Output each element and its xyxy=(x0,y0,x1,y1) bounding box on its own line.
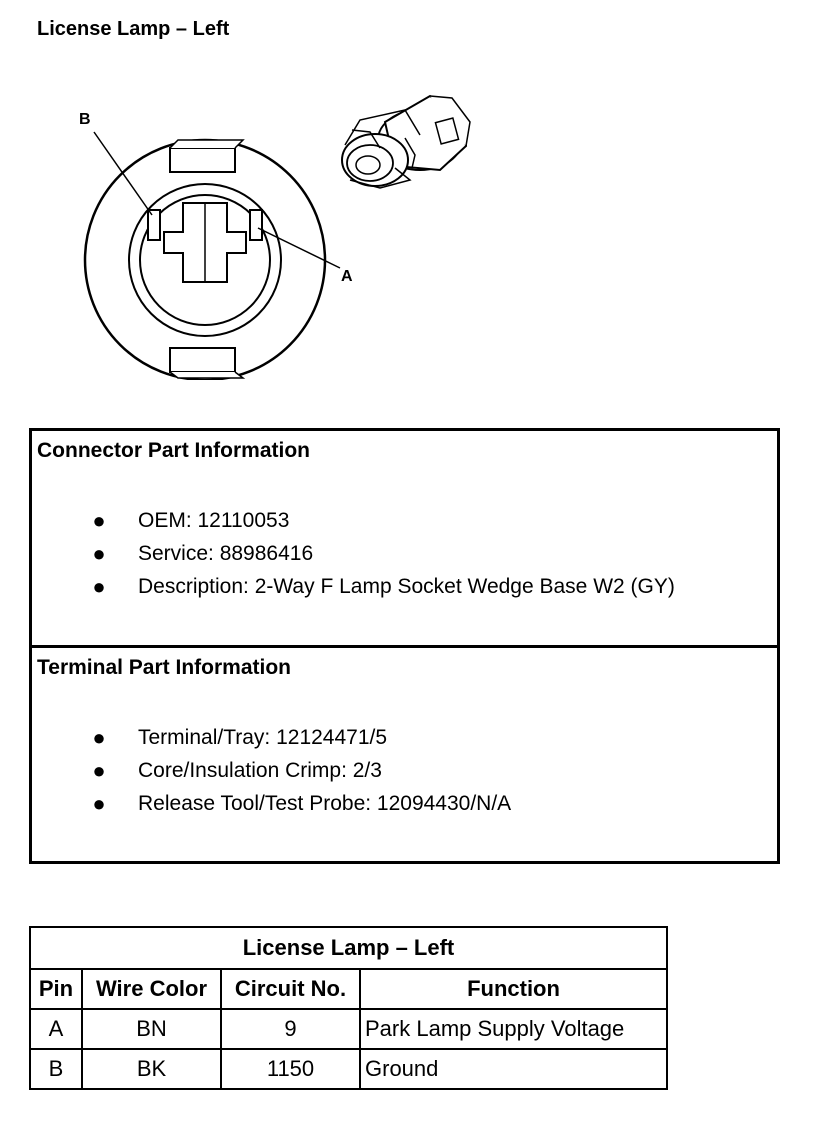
callout-b-label: B xyxy=(79,111,91,128)
page-title: License Lamp – Left xyxy=(37,18,230,40)
cell-pin: A xyxy=(30,1009,82,1049)
pin-table-header-row xyxy=(30,969,667,1009)
connector-info-heading: Connector Part Information xyxy=(37,439,311,462)
terminal-b xyxy=(148,210,160,240)
connector-bottom-tab xyxy=(170,348,235,372)
bullet-icon: ● xyxy=(92,508,106,533)
connector-top-tab xyxy=(170,148,235,172)
table-row xyxy=(30,1049,667,1089)
connector-figure xyxy=(0,60,816,380)
connector-part-info: Connector Part Information ● OEM: 12110053 ● Service: 88986416 ● Description: 2-Way F Lamp Socket Wedge Base W2 (GY) xyxy=(32,431,777,648)
part-information-box xyxy=(29,428,780,864)
terminal-part-info: Terminal Part Information ● Terminal/Tray: 12124471/5 ● Core/Insulation Crimp: 2/3 ● Release Tool/Test Probe: 12094430/N/A xyxy=(37,656,512,816)
pin-table-caption: License Lamp – Left xyxy=(30,927,667,969)
header-pin: Pin xyxy=(30,969,82,1009)
terminal-a xyxy=(250,210,262,240)
cell-wire-color: BN xyxy=(82,1009,221,1049)
header-wire-color: Wire Color xyxy=(82,969,221,1009)
callout-a-label: A xyxy=(341,268,353,285)
header-circuit-no: Circuit No. xyxy=(221,969,360,1009)
cell-function: Park Lamp Supply Voltage xyxy=(360,1009,667,1049)
connector-face-illustration xyxy=(0,60,816,380)
socket-isometric-view xyxy=(342,96,470,188)
bullet-icon: ● xyxy=(92,541,106,566)
pin-table xyxy=(29,926,668,1090)
cell-wire-color: BK xyxy=(82,1049,221,1089)
cell-function: Ground xyxy=(360,1049,667,1089)
header-function: Function xyxy=(360,969,667,1009)
cell-circuit-no: 9 xyxy=(221,1009,360,1049)
table-row xyxy=(30,1009,667,1049)
bullet-icon: ● xyxy=(92,758,106,783)
bullet-icon: ● xyxy=(92,574,106,599)
cell-circuit-no: 1150 xyxy=(221,1049,360,1089)
terminal-info-heading: Terminal Part Information xyxy=(37,656,291,679)
cell-pin: B xyxy=(30,1049,82,1089)
bullet-icon: ● xyxy=(92,791,106,816)
callout-b-leader xyxy=(94,132,152,215)
bullet-icon: ● xyxy=(92,725,106,750)
